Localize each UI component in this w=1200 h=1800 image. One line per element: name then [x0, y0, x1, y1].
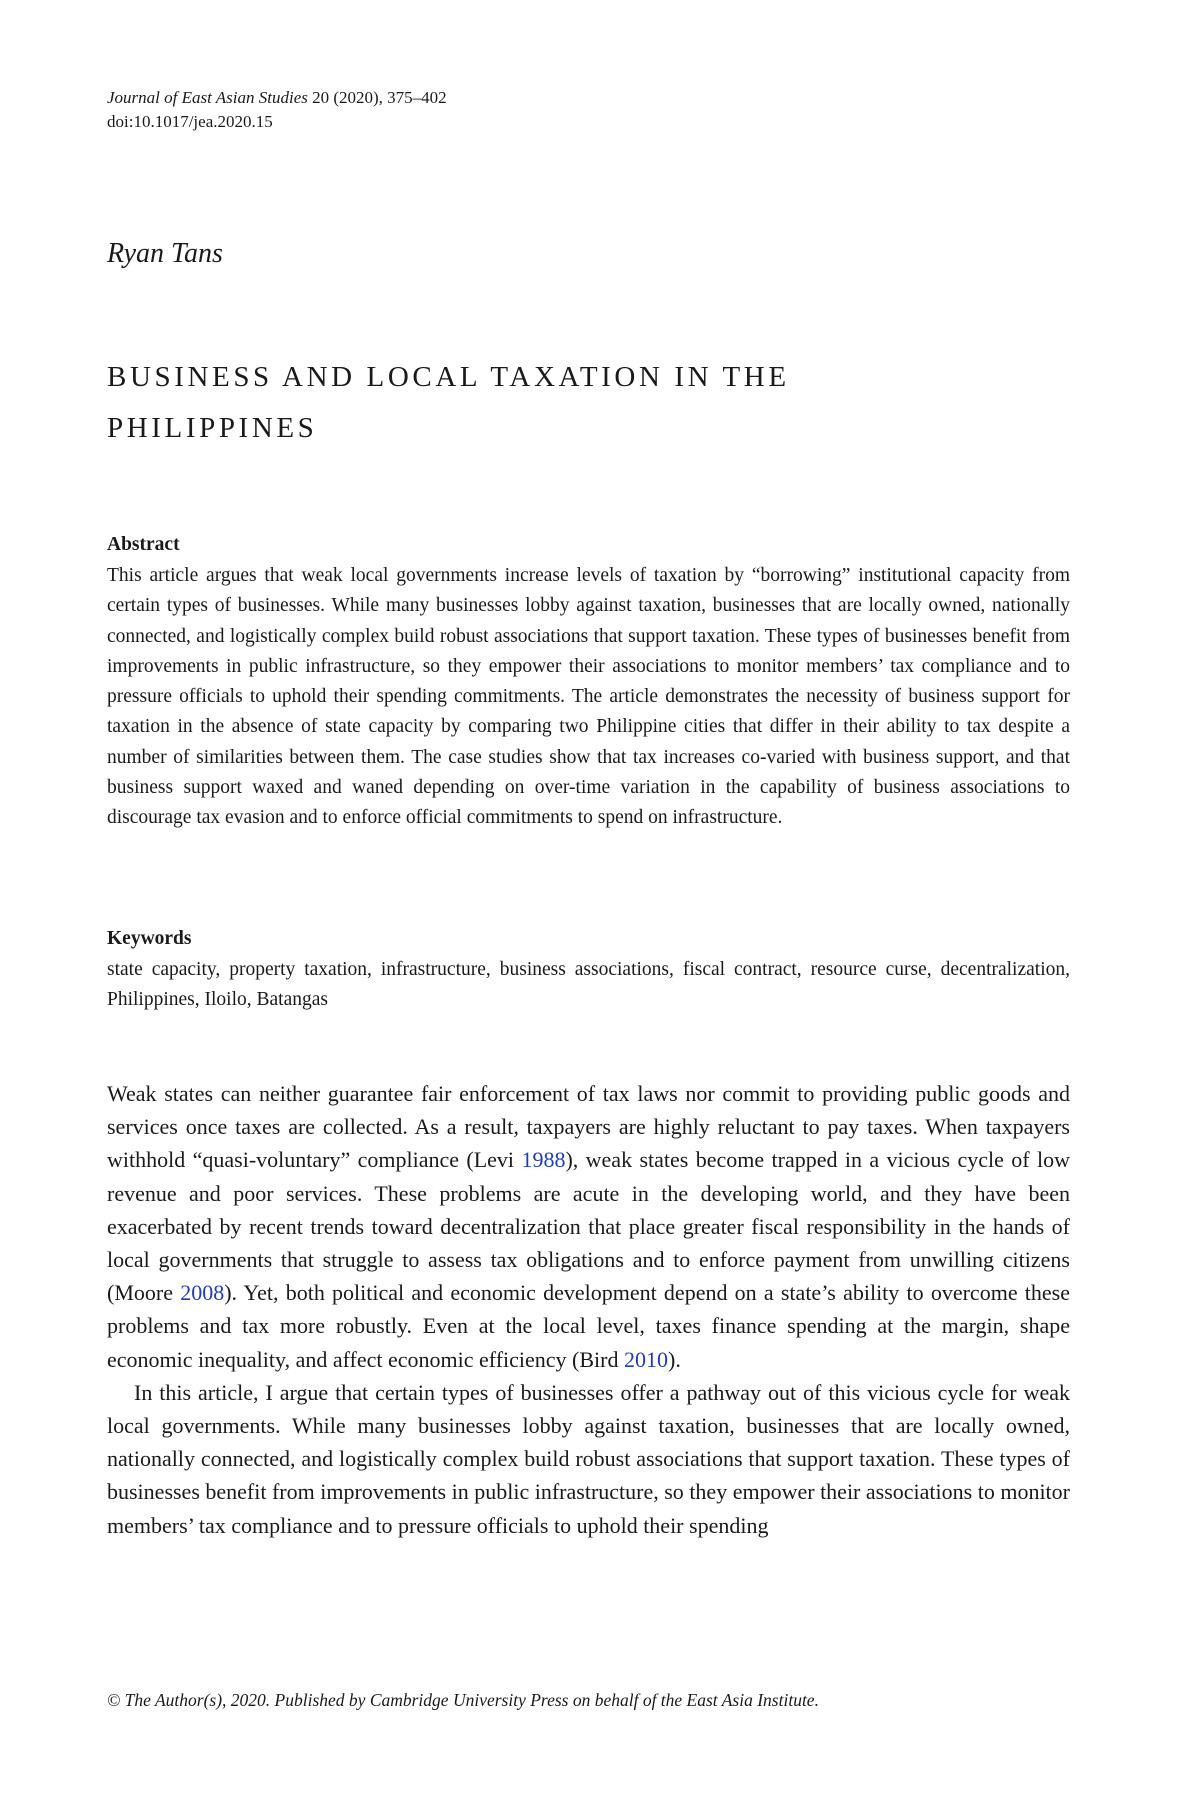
copyright-footer: © The Author(s), 2020. Published by Cambridge University Press on behalf of the East Asia Institute. [107, 1690, 819, 1710]
citation-link-moore-2008[interactable]: 2008 [180, 1280, 225, 1306]
journal-header [107, 86, 447, 134]
article-title: BUSINESS AND LOCAL TAXATION IN THE PHILIPPINES [107, 361, 790, 444]
citation-link-levi-1988[interactable]: 1988 [521, 1147, 566, 1173]
p1-text-2: ), weak states become trapped in a vicious cycle of low revenue and poor services. These problems are acute in the developing world, and they have been exacerbated by recent trends toward decentralization that place greater fiscal responsibility in the hands of local governments that struggle to assess tax obligations and to enforce payment from unwilling citizens (Moore [107, 1147, 1070, 1306]
keywords-text: state capacity, property taxation, infrastructure, business associations, fiscal contract, resource curse, decentralization, Philippines, Iloilo, Batangas [107, 959, 1070, 1010]
abstract-heading: Abstract [107, 534, 180, 555]
body-paragraph-1 [107, 1077, 1070, 1376]
body-paragraph-2: In this article, I argue that certain types of businesses offer a pathway out of this vicious cycle for weak local governments. While many businesses lobby against taxation, businesses that are locally owned, nationally connected, and logistically complex build robust associations that support taxation. These types of businesses benefit from improvements in public infrastructure, so they empower their associations to monitor members’ tax compliance and to pressure officials to uphold their spending [107, 1379, 1070, 1538]
keywords-section [107, 925, 1070, 1015]
doi: doi:10.1017/jea.2020.15 [107, 112, 273, 131]
abstract-section [107, 531, 1070, 834]
p1-text-3: ). Yet, both political and economic development depend on a state’s ability to overcome these problems and tax more robustly. Even at the local level, taxes finance spending at the margin, shape economic inequality, and affect economic efficiency (Bird [107, 1280, 1070, 1372]
journal-volume-pages: 20 (2020), 375–402 [307, 88, 447, 107]
journal-name: Journal of East Asian Studies [107, 88, 308, 107]
p1-text-1: Weak states can neither guarantee fair enforcement of tax laws nor commit to providing public goods and services once taxes are collected. As a result, taxpayers are highly reluctant to pay taxes. When taxpayers withhold “quasi-voluntary” compliance (Levi [107, 1081, 1070, 1173]
author-name: Ryan Tans [107, 238, 223, 269]
main-body [107, 1077, 1070, 1542]
p1-text-4: ). [668, 1346, 681, 1372]
abstract-text: This article argues that weak local governments increase levels of taxation by “borrowing” institutional capacity from certain types of businesses. While many businesses lobby against taxation, businesses that are locally owned, nationally connected, and logistically complex build robust associations that support taxation. These types of businesses benefit from improvements in public infrastructure, so they empower their associations to monitor members’ tax compliance and to pressure officials to uphold their spending commitments. The article demonstrates the necessity of business support for taxation in the absence of state capacity by comparing two Philippine cities that differ in their ability to tax despite a number of similarities between them. The case studies show that tax increases co-varied with business support, and that business support waxed and waned depending on over-time variation in the capability of business associations to discourage tax evasion and to enforce official commitments to spend on infrastructure. [107, 565, 1070, 829]
journal-citation [107, 86, 447, 110]
citation-link-bird-2010[interactable]: 2010 [624, 1346, 668, 1372]
keywords-heading: Keywords [107, 928, 192, 949]
